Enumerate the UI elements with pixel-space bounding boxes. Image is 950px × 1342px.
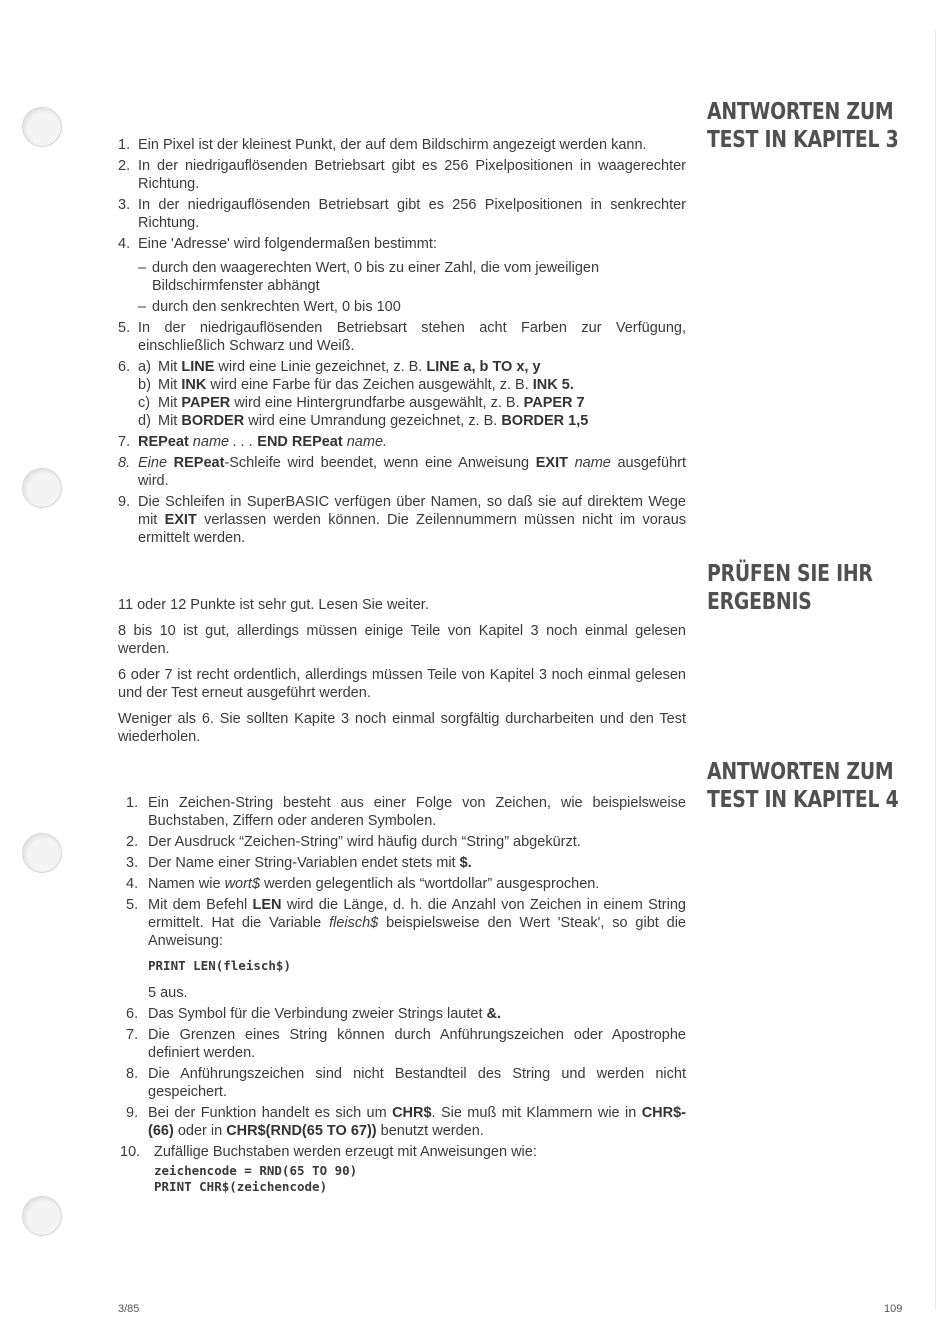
- code-line: PRINT CHR$(zeichencode): [154, 1179, 328, 1194]
- list-item: 9. Bei der Funktion handelt es sich um CHR$. Sie muß mit Klammern wie in CHR$-(66) oder in CHR$(RND(65 TO 67)) benutzt werden.: [126, 1105, 686, 1139]
- list-item: 7. Die Grenzen eines String können durch Anführungszeichen oder Apostrophe definiert werden.: [126, 1027, 686, 1061]
- list-item: 1. Ein Zeichen-String besteht aus einer Folge von Zeichen, wie beispielsweise Buchstaben, Ziffern oder anderen Symbolen.: [126, 795, 686, 829]
- punch-hole: [22, 107, 62, 147]
- list-item: 4. Namen wie wort$ werden gelegentlich als “wortdollar” ausgesprochen.: [126, 876, 600, 892]
- heading-test-kapitel-4: ANTWORTEN ZUM TEST IN KAPITEL 4: [707, 759, 899, 813]
- list-item: 1. Ein Pixel ist der kleinest Punkt, der auf dem Bildschirm angezeigt werden kann.: [118, 137, 647, 153]
- list-subitem: – durch den senkrechten Wert, 0 bis 100: [138, 299, 401, 315]
- code-line: zeichencode = RND(65 TO 90): [154, 1163, 358, 1178]
- list-item: 10. Zufällige Buchstaben werden erzeugt mit Anweisungen wie: zeichencode = RND(65 TO 90) PRINT CHR$(zeichencode): [126, 1143, 686, 1195]
- list-item: 5. In der niedrigauflösenden Betriebsart stehen acht Farben zur Verfügung, einschließlich Schwarz und Weiß.: [118, 320, 686, 354]
- list-item: 8. Die Anführungszeichen sind nicht Bestandteil des String und werden nicht gespeichert.: [126, 1066, 686, 1100]
- list-item: 6. a) Mit LINE wird eine Linie gezeichnet, z. B. LINE a, b TO x, y: [118, 359, 541, 375]
- answers-kapitel-4: [120, 794, 686, 1198]
- list-item: 2. Der Ausdruck “Zeichen-String” wird häufig durch “String” abgekürzt.: [126, 834, 581, 850]
- punch-hole: [22, 1196, 62, 1236]
- list-item: 5. Mit dem Befehl LEN wird die Länge, d. h. die Anzahl von Zeichen in einem String ermittelt. Hat die Variable fleisch$ beispielsweise den Wert 'Steak', so gibt die Anweisung: PRINT LEN(fleisch$) 5 aus.: [126, 897, 686, 1001]
- list-item: 2. In der niedrigauflösenden Betriebsart gibt es 256 Pixelpositionen in waagerechter Richtung.: [118, 158, 686, 192]
- paragraph: 11 oder 12 Punkte ist sehr gut. Lesen Sie weiter.: [118, 597, 429, 613]
- paragraph: 8 bis 10 ist gut, allerdings müssen einige Teile von Kapitel 3 noch einmal gelesen werden.: [118, 623, 686, 657]
- page-edge: [935, 30, 936, 1310]
- answers-kapitel-3: [118, 136, 686, 550]
- list-item: 4. Eine 'Adresse' wird folgendermaßen bestimmt:: [118, 236, 437, 252]
- footer-date: 3/85: [118, 1303, 140, 1315]
- list-item: 3. Der Name einer String-Variablen endet stets mit $.: [126, 855, 472, 871]
- paragraph: Weniger als 6. Sie sollten Kapite 3 noch einmal sorgfältig durcharbeiten und den Test wiederholen.: [118, 711, 686, 745]
- heading-test-kapitel-3: ANTWORTEN ZUM TEST IN KAPITEL 3: [707, 99, 899, 153]
- code-line: PRINT LEN(fleisch$): [148, 958, 291, 973]
- list-subitem: – durch den waagerechten Wert, 0 bis zu einer Zahl, die vom jeweiligen Bildschirmfenster abhängt: [138, 260, 600, 294]
- page-number: 109: [884, 1303, 903, 1315]
- paragraph: 6 oder 7 ist recht ordentlich, allerdings müssen Teile von Kapitel 3 noch einmal gelesen und der Test erneut ausgeführt werden.: [118, 667, 686, 701]
- list-item: 3. In der niedrigauflösenden Betriebsart gibt es 256 Pixelpositionen in senkrechter Richtung.: [118, 197, 686, 231]
- list-subitem: b) Mit INK wird eine Farbe für das Zeichen ausgewählt, z. B. INK 5.: [138, 377, 574, 393]
- list-item: 7. REPeat name . . . END REPeat name.: [118, 434, 388, 450]
- punch-hole: [22, 468, 62, 508]
- list-subitem: c) Mit PAPER wird eine Hintergrundfarbe ausgewählt, z. B. PAPER 7: [138, 395, 585, 411]
- punch-hole: [22, 833, 62, 873]
- code-result: 5 aus.: [148, 985, 188, 1001]
- list-item: 8. Eine REPeat-Schleife wird beendet, wenn eine Anweisung EXIT name ausgeführt wird.: [118, 455, 686, 489]
- heading-pruefen-ergebnis: PRÜFEN SIE IHR ERGEBNIS: [707, 561, 873, 615]
- list-item: 9. Die Schleifen in SuperBASIC verfügen über Namen, so daß sie auf direktem Wege mit EXIT verlassen werden können. Die Zeilennummern müssen nicht im voraus ermittelt werden.: [118, 494, 687, 546]
- list-subitem: d) Mit BORDER wird eine Umrandung gezeichnet, z. B. BORDER 1,5: [138, 413, 589, 429]
- ergebnis-text: [118, 596, 686, 754]
- list-item: 6. Das Symbol für die Verbindung zweier Strings lautet &.: [126, 1006, 502, 1022]
